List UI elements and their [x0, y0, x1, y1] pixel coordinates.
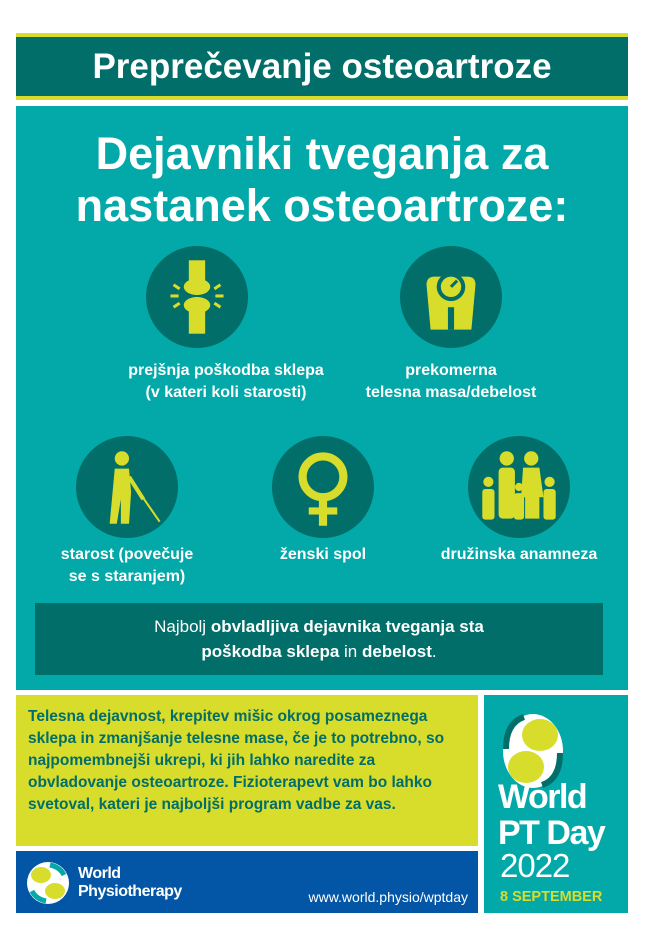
event-date: 8 SEPTEMBER	[500, 889, 603, 905]
website-link[interactable]: www.world.physio/wptday	[308, 889, 468, 905]
panel-title	[16, 128, 628, 232]
knee-icon	[146, 246, 248, 348]
world-pt-day-panel	[484, 695, 628, 913]
risk-factors-panel	[16, 106, 628, 690]
advice-text: Telesna dejavnost, krepitev mišic okrog posameznega sklepa in zmanjšanje telesne mase, če je to potrebno, so najpomembnejši ukrepi, ki jih lahko naredite za obvladovanje osteoartroze. Fizioterapevt vam bo lahko svetoval, kateri je najboljši program vadbe za vas.	[16, 695, 478, 846]
female-symbol-icon	[272, 436, 374, 538]
title-line-1: Dejavniki tveganja za	[95, 128, 549, 179]
title-line-2: nastanek osteoartroze:	[75, 180, 569, 231]
world-physiotherapy-logo-icon	[26, 861, 70, 905]
factor-label-family: družinska anamneza	[440, 546, 598, 563]
family-icon	[468, 436, 570, 538]
footer-bar	[16, 851, 478, 913]
factor-label-age: starost (povečuje se s staranjem)	[60, 546, 194, 585]
key-message-box: Najbolj obvladljiva dejavnika tveganja sta poškodba sklepa in debelost.	[35, 603, 603, 675]
brand-name: World Physiotherapy	[78, 865, 182, 900]
header-banner: Preprečevanje osteoartroze	[16, 33, 628, 100]
event-name: World PT Day	[498, 778, 605, 852]
factor-label-injury: prejšnja poškodba sklepa (v kateri koli starosti)	[128, 362, 324, 401]
factor-label-sex: ženski spol	[279, 546, 367, 563]
factor-label-weight: prekomerna telesna masa/debelost	[365, 362, 537, 401]
elderly-person-icon	[76, 436, 178, 538]
event-year: 2022	[500, 847, 570, 884]
scale-icon	[400, 246, 502, 348]
